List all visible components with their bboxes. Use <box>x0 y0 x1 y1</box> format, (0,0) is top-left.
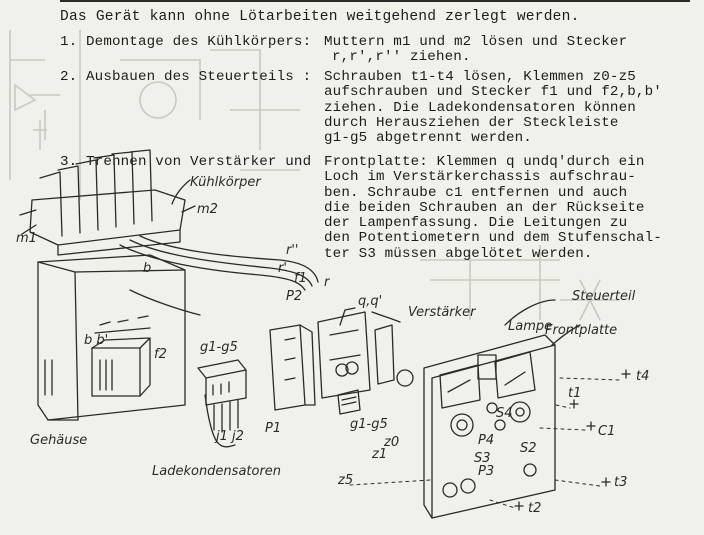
label-r: r <box>324 275 330 290</box>
amplifier-board-illustration <box>270 325 315 410</box>
label-t1: t1 <box>568 386 582 401</box>
label-p1: P1 <box>265 421 282 436</box>
step-3-line: Loch im Verstärkerchassis aufschrau- <box>324 169 636 186</box>
heat-sink-illustration <box>20 150 185 255</box>
label-j: j1 j2 <box>216 429 244 444</box>
label-kuehlkoerper: Kühlkörper <box>190 175 261 190</box>
label-gehaeuse: Gehäuse <box>30 433 88 448</box>
housing-illustration <box>38 255 185 420</box>
label-qq: q,q' <box>358 294 383 309</box>
label-p3: P3 <box>478 464 495 479</box>
label-b: b <box>143 261 152 276</box>
front-panel-illustration <box>424 335 555 518</box>
step-3-line: ter S3 müssen abgelötet werden. <box>324 245 593 262</box>
step-3-line: den Potentiometern und dem Stufenschal- <box>324 230 662 247</box>
step-2-line: Schrauben t1-t4 lösen, Klemmen z0-z5 <box>324 69 636 85</box>
label-steuerteil: Steuerteil <box>572 289 636 304</box>
step-2-line: ziehen. Die Ladekondensatoren können <box>324 99 636 116</box>
label-m1: m1 <box>16 231 37 246</box>
label-g-range: g1-g5 <box>200 340 238 355</box>
step-1-line: r,r',r'' ziehen. <box>332 49 471 66</box>
label-t3: t3 <box>614 475 628 490</box>
step-3-line: Frontplatte: Klemmen q undq'durch ein <box>324 154 645 170</box>
label-m2: m2 <box>197 202 218 217</box>
label-g-range-2: g1-g5 <box>350 417 388 432</box>
label-t2: t2 <box>528 501 542 516</box>
step-2-line: durch Herausziehen der Steckleiste <box>324 114 619 131</box>
label-f1: f1 <box>294 271 307 286</box>
label-z1: z1 <box>372 447 388 462</box>
step-2-line: g1-g5 abgetrennt werden. <box>324 130 532 147</box>
label-s3: S3 <box>474 451 491 466</box>
step-1-label: 1. Demontage des Kühlkörpers: <box>60 34 312 50</box>
label-p2: P2 <box>286 289 303 304</box>
label-t4: t4 <box>636 369 650 384</box>
intro-text: Das Gerät kann ohne Lötarbeiten weitgehend zerlegt werden. <box>60 9 580 25</box>
label-r2: r'' <box>286 243 299 258</box>
step-2-label: 2. Ausbauen des Steuerteils : <box>60 69 312 85</box>
label-ladekondensatoren: Ladekondensatoren <box>152 464 282 479</box>
step-1-line: Muttern m1 und m2 lösen und Stecker <box>324 34 628 50</box>
label-bb: b b' <box>84 333 109 348</box>
label-s2: S2 <box>520 441 537 456</box>
step-2-line: aufschrauben und Stecker f1 und f2,b,b' <box>324 84 662 101</box>
label-r1: r' <box>278 261 287 276</box>
label-s4: S4 <box>496 406 513 421</box>
step-3-label: 3. Trennen von Verstärker und <box>60 154 312 170</box>
label-verstaerker: Verstärker <box>408 305 476 320</box>
label-c1: C1 <box>598 424 616 439</box>
step-3-line: der Lampenfassung. Die Leitungen zu <box>324 215 628 232</box>
step-3-line: ben. Schraube c1 entfernen und auch <box>324 184 628 201</box>
label-p4: P4 <box>478 433 495 448</box>
label-f2: f2 <box>154 347 167 362</box>
label-z0: z0 <box>384 435 400 450</box>
label-lampe: Lampe <box>508 319 553 334</box>
label-z5: z5 <box>338 473 354 488</box>
label-frontplatte: Frontplatte <box>545 323 618 338</box>
step-3-line: die beiden Schrauben an der Rückseite <box>324 199 645 216</box>
